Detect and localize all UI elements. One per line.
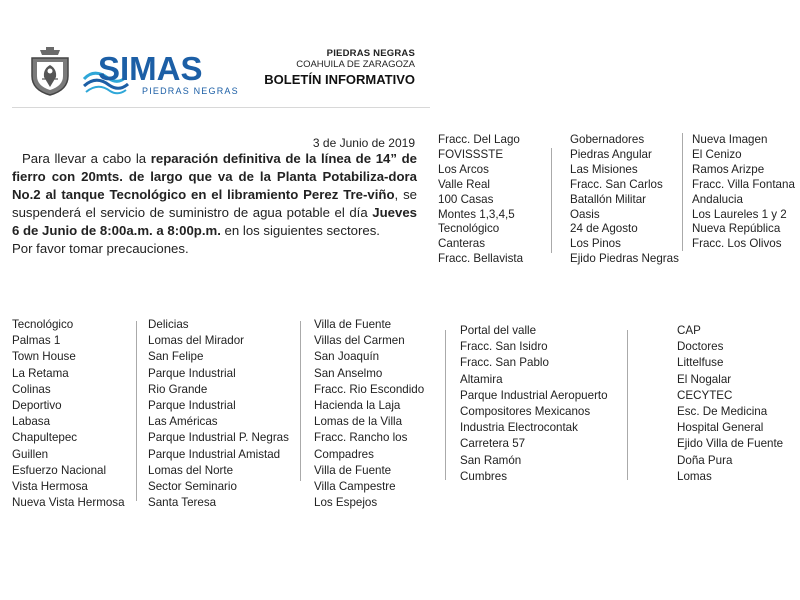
sector-item: Littelfuse: [677, 356, 724, 370]
column-divider: [627, 330, 628, 480]
column-divider: [682, 133, 683, 251]
sector-item: San Anselmo: [314, 366, 383, 380]
sector-item: Carretera 57: [460, 437, 526, 451]
sector-item: Villa Campestre: [314, 480, 396, 494]
sector-item: Esc. De Medicina: [677, 405, 768, 419]
sector-item: Batallón Militar: [570, 192, 647, 206]
bulletin-paragraph: [12, 150, 417, 240]
sector-item: Chapultepec: [12, 431, 78, 445]
sector-item: Deportivo: [12, 399, 62, 413]
sector-list-top-2: [570, 133, 679, 267]
sector-item: FOVISSSTE: [438, 147, 504, 161]
sector-item: El Cenizo: [692, 147, 742, 161]
sector-item: El Nogalar: [677, 372, 732, 386]
sector-item: Industria Electrocontak: [460, 421, 578, 435]
sector-item: San Felipe: [148, 350, 204, 364]
sector-item: Fracc. Rio Escondido: [314, 382, 425, 396]
header-divider: [12, 107, 430, 108]
sector-item: Parque Industrial: [148, 399, 236, 413]
city-seal-logo: [28, 46, 72, 96]
sector-item: Fracc. Villa Fontana: [692, 177, 795, 191]
sector-item: Fracc. Rancho los: [314, 431, 408, 445]
sector-item: Esfuerzo Nacional: [12, 463, 107, 477]
sector-item: San Joaquín: [314, 350, 380, 364]
sector-item: Fracc. San Isidro: [460, 340, 548, 354]
sector-item: Fracc. Los Olivos: [692, 237, 782, 251]
column-divider: [300, 321, 301, 481]
sector-item: Colinas: [12, 382, 51, 396]
sector-item: Villa de Fuente: [314, 318, 392, 331]
sector-item: Nueva República: [692, 222, 781, 236]
sector-item: Andalucia: [692, 192, 743, 206]
sector-item: Town House: [12, 350, 76, 364]
column-divider: [445, 330, 446, 480]
sector-item: Doctores: [677, 340, 724, 354]
sector-item: Portal del valle: [460, 324, 537, 337]
sector-item: Lomas: [677, 469, 712, 483]
bulletin-title: BOLETÍN INFORMATIVO: [264, 72, 415, 87]
sector-item: Villa de Fuente: [314, 463, 392, 477]
sector-list-bottom-3: [314, 317, 424, 511]
sector-item: Tecnológico: [12, 318, 74, 331]
simas-logo: [82, 48, 239, 100]
sector-item: Las Américas: [148, 415, 218, 429]
sector-item: Los Laureles 1 y 2: [692, 207, 787, 221]
header-city: PIEDRAS NEGRAS: [326, 48, 415, 59]
sector-item: Vista Hermosa: [12, 480, 88, 494]
sector-item: Parque Industrial Aeropuerto: [460, 388, 608, 402]
sector-item: Ejido Villa de Fuente: [677, 437, 784, 451]
sector-item: Gobernadores: [570, 133, 645, 146]
body-bold-1: reparación definitiva de la línea de 14” de fierro con 20mts. de largo que va de la Planta Potabiliza-dora No.2 al tanque Tecnológico en el libramiento Perez Tre-viño: [12, 151, 417, 202]
sector-item: Rio Grande: [148, 382, 208, 396]
sector-item: Canteras: [438, 237, 486, 251]
sector-item: Ramos Arizpe: [692, 162, 765, 176]
sector-item: Piedras Angular: [570, 147, 652, 161]
sector-item: San Ramón: [460, 453, 522, 467]
sector-item: 100 Casas: [438, 192, 494, 206]
sector-item: Lomas del Norte: [148, 463, 234, 477]
sector-item: Las Misiones: [570, 162, 638, 176]
sector-item: CAP: [677, 324, 701, 337]
sector-item: Palmas 1: [12, 334, 61, 348]
body-bold-2: Jueves 6 de Junio de 8:00a.m. a 8:00p.m.: [12, 205, 417, 238]
sector-item: Santa Teresa: [148, 496, 217, 510]
sector-item: Hospital General: [677, 421, 764, 435]
sector-item: Fracc. Del Lago: [438, 133, 520, 146]
sector-item: Labasa: [12, 415, 51, 429]
sector-item: Nueva Imagen: [692, 133, 768, 146]
sector-item: La Retama: [12, 366, 69, 380]
body-text-1: Para llevar a cabo la: [22, 151, 151, 166]
sector-item: Los Pinos: [570, 237, 621, 251]
sector-item: Parque Industrial P. Negras: [148, 431, 289, 445]
sector-item: Valle Real: [438, 177, 490, 191]
header-state: COAHUILA DE ZARAGOZA: [296, 59, 415, 70]
sector-list-bottom-4: [460, 323, 608, 485]
sector-item: Fracc. Bellavista: [438, 252, 524, 266]
sector-item: Tecnológico: [438, 222, 500, 236]
sector-item: Delicias: [148, 318, 189, 331]
sector-item: Compositores Mexicanos: [460, 405, 591, 419]
sector-item: Montes 1,3,4,5: [438, 207, 515, 221]
sector-list-bottom-1: [12, 317, 125, 511]
sector-item: Los Espejos: [314, 496, 378, 510]
sector-item: Altamira: [460, 372, 503, 386]
bulletin-body: [12, 150, 417, 258]
body-text-2: , se suspenderá el servicio de suministro de agua potable el día: [12, 187, 417, 220]
logo-wordmark: SIMAS: [98, 50, 203, 87]
precaution-note: Por favor tomar precauciones.: [12, 241, 189, 256]
sector-item: Lomas del Mirador: [148, 334, 245, 348]
logo-subtitle: PIEDRAS NEGRAS: [142, 86, 239, 96]
sector-item: Los Arcos: [438, 162, 489, 176]
column-divider: [551, 148, 552, 253]
sector-item: Nueva Vista Hermosa: [12, 496, 125, 510]
sector-list-top-1: [438, 133, 523, 267]
sector-item: CECYTEC: [677, 388, 733, 402]
body-text-3: en los siguientes sectores.: [220, 223, 380, 238]
sector-item: Fracc. San Pablo: [460, 356, 549, 370]
sector-item: Parque Industrial: [148, 366, 236, 380]
sector-list-bottom-5: [677, 323, 783, 485]
sector-item: Parque Industrial Amistad: [148, 447, 281, 461]
sector-item: Fracc. San Carlos: [570, 177, 663, 191]
sector-item: Compadres: [314, 447, 374, 461]
sector-item: Cumbres: [460, 469, 508, 483]
sector-item: Sector Seminario: [148, 480, 237, 494]
sector-item: Oasis: [570, 207, 600, 221]
sector-item: Ejido Piedras Negras: [570, 252, 679, 266]
sector-list-top-3: [692, 133, 795, 252]
bulletin-date: 3 de Junio de 2019: [312, 136, 415, 150]
sector-item: Lomas de la Villa: [314, 415, 403, 429]
sector-item: Doña Pura: [677, 453, 733, 467]
sector-item: Guillen: [12, 447, 49, 461]
sector-item: Hacienda la Laja: [314, 399, 401, 413]
sector-item: 24 de Agosto: [570, 222, 638, 236]
header-info: [250, 48, 415, 89]
column-divider: [136, 321, 137, 501]
sector-list-bottom-2: [148, 317, 289, 511]
sector-item: Villas del Carmen: [314, 334, 405, 348]
